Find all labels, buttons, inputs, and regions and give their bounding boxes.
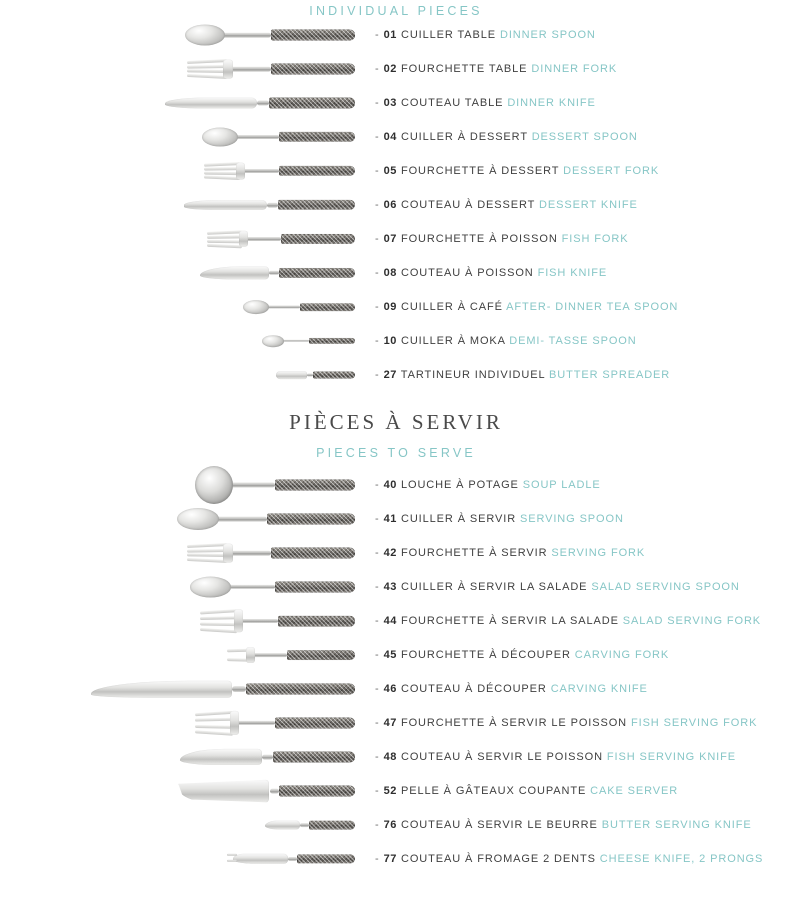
piece-number: 07 bbox=[383, 233, 398, 245]
piece-row bbox=[0, 808, 792, 842]
label-dash: - bbox=[375, 819, 380, 831]
piece-number: 45 bbox=[383, 649, 398, 661]
label-dash: - bbox=[375, 649, 380, 661]
neck bbox=[237, 619, 277, 623]
piece-number: 02 bbox=[383, 63, 398, 75]
handle-grip bbox=[279, 166, 355, 176]
handle-grip bbox=[275, 582, 355, 593]
piece-name-en: DINNER KNIFE bbox=[507, 97, 596, 109]
cutlery-illustration bbox=[0, 468, 375, 502]
cutlery-illustration bbox=[0, 86, 375, 120]
piece-name-fr: FOURCHETTE À POISSON bbox=[397, 233, 562, 245]
piece-name-en: SERVING FORK bbox=[551, 547, 646, 559]
piece-name-en: SOUP LADLE bbox=[522, 479, 601, 491]
blade bbox=[178, 780, 269, 803]
fork-tine bbox=[204, 172, 240, 175]
piece-row bbox=[0, 740, 792, 774]
label-dash: - bbox=[375, 547, 380, 559]
handle-grip bbox=[297, 854, 355, 863]
piece-number: 46 bbox=[383, 683, 398, 695]
piece-name-en: CARVING KNIFE bbox=[550, 683, 648, 695]
label-dash: - bbox=[375, 267, 380, 279]
piece-row bbox=[0, 468, 792, 502]
fork-tine bbox=[204, 175, 240, 179]
cutlery-illustration bbox=[0, 222, 375, 256]
piece-name-fr: COUTEAU TABLE bbox=[397, 97, 508, 109]
spoon-bowl bbox=[262, 335, 284, 347]
fork-tine bbox=[187, 554, 227, 557]
piece-row bbox=[0, 638, 792, 672]
section-heading-en-individual: INDIVIDUAL PIECES bbox=[309, 4, 483, 18]
neck bbox=[232, 686, 246, 692]
neck bbox=[242, 237, 281, 241]
cutlery-illustration bbox=[0, 18, 375, 52]
handle-grip bbox=[309, 338, 355, 344]
neck bbox=[219, 33, 271, 38]
handle-grip bbox=[275, 480, 355, 491]
fork-joint bbox=[246, 647, 255, 663]
fork-joint bbox=[230, 711, 240, 735]
piece-name-fr: FOURCHETTE À SERVIR LE POISSON bbox=[397, 717, 631, 729]
piece-name-fr: CUILLER TABLE bbox=[397, 29, 500, 41]
piece-name-fr: PELLE À GÂTEAUX COUPANTE bbox=[397, 785, 591, 797]
label-dash: - bbox=[375, 199, 380, 211]
handle-grip bbox=[278, 200, 355, 210]
cutlery-illustration bbox=[0, 536, 375, 570]
piece-number: 27 bbox=[383, 369, 398, 381]
cutlery-illustration bbox=[0, 154, 375, 188]
fork-tine bbox=[187, 74, 227, 79]
label-dash: - bbox=[375, 335, 380, 347]
piece-number: 09 bbox=[383, 301, 398, 313]
piece-number: 06 bbox=[383, 199, 398, 211]
handle-grip bbox=[300, 303, 355, 311]
piece-name-en: FISH KNIFE bbox=[537, 267, 608, 279]
piece-label bbox=[375, 819, 792, 831]
piece-name-fr: TARTINEUR INDIVIDUEL bbox=[397, 369, 550, 381]
piece-name-fr: COUTEAU À SERVIR LE BEURRE bbox=[397, 819, 602, 831]
neck bbox=[269, 271, 280, 275]
fork-tine bbox=[187, 65, 227, 68]
fork-tine bbox=[207, 240, 242, 243]
label-dash: - bbox=[375, 751, 380, 763]
fork-joint bbox=[236, 163, 245, 180]
piece-name-en: CHEESE KNIFE, 2 PRONGS bbox=[599, 853, 764, 865]
piece-label bbox=[375, 29, 792, 41]
neck bbox=[307, 374, 313, 377]
neck bbox=[227, 551, 271, 556]
piece-name-en: FISH FORK bbox=[561, 233, 629, 245]
piece-name-en: BUTTER SPREADER bbox=[549, 369, 671, 381]
fork-tine bbox=[200, 628, 237, 633]
fork-joint bbox=[239, 231, 248, 247]
piece-row bbox=[0, 604, 792, 638]
piece-label bbox=[375, 165, 792, 177]
cutlery-illustration bbox=[0, 842, 375, 876]
cutlery-illustration bbox=[0, 808, 375, 842]
section-heading-fr-serve: PIÈCES À SERVIR bbox=[289, 410, 503, 434]
fork-joint bbox=[223, 544, 233, 563]
fork-tine bbox=[187, 558, 227, 563]
fork-tine bbox=[204, 162, 240, 166]
piece-row bbox=[0, 18, 792, 52]
piece-label bbox=[375, 547, 792, 559]
piece-name-en: CARVING FORK bbox=[574, 649, 670, 661]
piece-label bbox=[375, 615, 792, 627]
label-dash: - bbox=[375, 233, 380, 245]
piece-row bbox=[0, 324, 792, 358]
fork-tine bbox=[195, 718, 233, 721]
piece-name-fr: CUILLER À MOKA bbox=[397, 335, 510, 347]
fork-tine bbox=[200, 622, 237, 625]
fork-tine bbox=[200, 616, 237, 619]
blade bbox=[276, 371, 307, 379]
section-pieces-to-serve bbox=[0, 410, 792, 876]
piece-label bbox=[375, 853, 792, 865]
piece-number: 77 bbox=[383, 853, 398, 865]
piece-label bbox=[375, 513, 792, 525]
piece-number: 43 bbox=[383, 581, 398, 593]
blade bbox=[180, 749, 262, 765]
neck bbox=[265, 306, 299, 309]
piece-list-individual bbox=[0, 18, 792, 392]
piece-label bbox=[375, 199, 792, 211]
piece-number: 42 bbox=[383, 547, 398, 559]
handle-grip bbox=[279, 268, 355, 278]
neck bbox=[240, 169, 280, 173]
handle-grip bbox=[246, 684, 355, 695]
piece-name-en: BUTTER SERVING KNIFE bbox=[601, 819, 752, 831]
fork-tine bbox=[204, 167, 240, 170]
piece-label bbox=[375, 131, 792, 143]
piece-name-fr: CUILLER À DESSERT bbox=[397, 131, 532, 143]
label-dash: - bbox=[375, 479, 380, 491]
label-dash: - bbox=[375, 165, 380, 177]
piece-number: 48 bbox=[383, 751, 398, 763]
label-dash: - bbox=[375, 785, 380, 797]
label-dash: - bbox=[375, 853, 380, 865]
piece-name-fr: COUTEAU À SERVIR LE POISSON bbox=[397, 751, 607, 763]
piece-label bbox=[375, 717, 792, 729]
piece-row bbox=[0, 52, 792, 86]
handle-grip bbox=[269, 98, 355, 109]
piece-name-fr: CUILLER À SERVIR bbox=[397, 513, 520, 525]
spoon-bowl bbox=[202, 128, 238, 147]
piece-row bbox=[0, 842, 792, 876]
handle-grip bbox=[313, 372, 355, 379]
piece-number: 47 bbox=[383, 717, 398, 729]
ladle-bowl bbox=[195, 466, 233, 504]
handle-grip bbox=[309, 821, 356, 830]
piece-number: 40 bbox=[383, 479, 398, 491]
piece-name-en: DESSERT FORK bbox=[563, 165, 660, 177]
piece-name-fr: FOURCHETTE À SERVIR bbox=[397, 547, 552, 559]
label-dash: - bbox=[375, 131, 380, 143]
piece-number: 76 bbox=[383, 819, 398, 831]
handle-grip bbox=[278, 616, 355, 627]
neck bbox=[229, 483, 275, 488]
neck bbox=[262, 755, 273, 760]
handle-grip bbox=[267, 514, 355, 525]
neck bbox=[270, 789, 280, 794]
handle-grip bbox=[271, 30, 355, 41]
piece-row bbox=[0, 188, 792, 222]
piece-row bbox=[0, 290, 792, 324]
cutlery-illustration bbox=[0, 358, 375, 392]
piece-label bbox=[375, 63, 792, 75]
cutlery-illustration bbox=[0, 706, 375, 740]
piece-name-en: DESSERT SPOON bbox=[531, 131, 638, 143]
piece-name-fr: FOURCHETTE À SERVIR LA SALADE bbox=[397, 615, 623, 627]
piece-label bbox=[375, 649, 792, 661]
fork-tine bbox=[200, 609, 237, 614]
piece-number: 52 bbox=[383, 785, 398, 797]
label-dash: - bbox=[375, 615, 380, 627]
cutlery-illustration bbox=[0, 774, 375, 808]
neck bbox=[227, 67, 271, 72]
piece-row bbox=[0, 86, 792, 120]
piece-name-en: SALAD SERVING FORK bbox=[622, 615, 762, 627]
piece-name-fr: COUTEAU À DÉCOUPER bbox=[397, 683, 551, 695]
piece-row bbox=[0, 570, 792, 604]
piece-label bbox=[375, 581, 792, 593]
fork-tine bbox=[195, 724, 233, 727]
spoon-bowl bbox=[177, 508, 219, 530]
piece-label bbox=[375, 683, 792, 695]
handle-grip bbox=[279, 786, 355, 797]
fork-joint bbox=[223, 60, 233, 79]
section-heading-en-serve: PIECES TO SERVE bbox=[316, 446, 476, 460]
cutlery-illustration bbox=[0, 188, 375, 222]
piece-number: 44 bbox=[383, 615, 398, 627]
piece-name-en: CAKE SERVER bbox=[590, 785, 679, 797]
piece-name-en: SERVING SPOON bbox=[520, 513, 624, 525]
piece-label bbox=[375, 335, 792, 347]
neck bbox=[267, 203, 278, 208]
piece-label bbox=[375, 233, 792, 245]
piece-label bbox=[375, 267, 792, 279]
label-dash: - bbox=[375, 29, 380, 41]
piece-name-fr: CUILLER À SERVIR LA SALADE bbox=[397, 581, 592, 593]
fork-tine bbox=[187, 70, 227, 73]
blade bbox=[165, 98, 257, 109]
blade bbox=[184, 200, 267, 210]
piece-label bbox=[375, 785, 792, 797]
piece-row bbox=[0, 774, 792, 808]
piece-row bbox=[0, 222, 792, 256]
fork-tine bbox=[207, 235, 242, 238]
fork-joint bbox=[234, 609, 243, 632]
neck bbox=[300, 823, 309, 827]
piece-name-fr: LOUCHE À POTAGE bbox=[397, 479, 523, 491]
piece-name-en: DINNER FORK bbox=[531, 63, 618, 75]
neck bbox=[233, 721, 275, 725]
piece-number: 01 bbox=[383, 29, 398, 41]
handle-grip bbox=[275, 718, 355, 729]
label-dash: - bbox=[375, 301, 380, 313]
piece-number: 04 bbox=[383, 131, 398, 143]
piece-name-en: DEMI- TASSE SPOON bbox=[509, 335, 637, 347]
fork-tine bbox=[195, 730, 233, 735]
piece-row bbox=[0, 706, 792, 740]
cutlery-illustration bbox=[0, 570, 375, 604]
neck bbox=[250, 653, 287, 657]
piece-name-fr: FOURCHETTE TABLE bbox=[397, 63, 532, 75]
label-dash: - bbox=[375, 97, 380, 109]
piece-row bbox=[0, 358, 792, 392]
piece-name-fr: CUILLER À CAFÉ bbox=[397, 301, 507, 313]
cutlery-illustration bbox=[0, 290, 375, 324]
cutlery-illustration bbox=[0, 672, 375, 706]
piece-name-en: DINNER SPOON bbox=[499, 29, 596, 41]
label-dash: - bbox=[375, 369, 380, 381]
neck bbox=[212, 517, 267, 522]
cutlery-illustration bbox=[0, 256, 375, 290]
fork-tine bbox=[195, 711, 233, 716]
blade bbox=[200, 266, 269, 279]
cutlery-illustration bbox=[0, 120, 375, 154]
label-dash: - bbox=[375, 513, 380, 525]
fork-tine bbox=[187, 549, 227, 552]
fork-tine bbox=[207, 243, 242, 247]
fork-tine bbox=[207, 230, 242, 234]
piece-number: 03 bbox=[383, 97, 398, 109]
blade bbox=[233, 854, 287, 864]
piece-name-fr: FOURCHETTE À DESSERT bbox=[397, 165, 564, 177]
piece-name-en: AFTER- DINNER TEA SPOON bbox=[506, 301, 679, 313]
piece-number: 41 bbox=[383, 513, 398, 525]
neck bbox=[257, 101, 269, 106]
piece-name-en: FISH SERVING KNIFE bbox=[606, 751, 736, 763]
piece-label bbox=[375, 479, 792, 491]
section-individual-pieces bbox=[0, 0, 792, 392]
label-dash: - bbox=[375, 683, 380, 695]
cutlery-illustration bbox=[0, 324, 375, 358]
blade bbox=[265, 821, 300, 830]
piece-row bbox=[0, 256, 792, 290]
handle-grip bbox=[279, 132, 355, 142]
cutlery-illustration bbox=[0, 638, 375, 672]
piece-name-en: DESSERT KNIFE bbox=[539, 199, 638, 211]
cutlery-illustration bbox=[0, 740, 375, 774]
piece-name-fr: FOURCHETTE À DÉCOUPER bbox=[397, 649, 575, 661]
piece-label bbox=[375, 97, 792, 109]
handle-grip bbox=[271, 548, 355, 559]
label-dash: - bbox=[375, 581, 380, 593]
cutlery-illustration bbox=[0, 604, 375, 638]
piece-row bbox=[0, 536, 792, 570]
piece-label bbox=[375, 751, 792, 763]
piece-row bbox=[0, 672, 792, 706]
cutlery-illustration bbox=[0, 52, 375, 86]
label-dash: - bbox=[375, 63, 380, 75]
piece-name-fr: COUTEAU À POISSON bbox=[397, 267, 538, 279]
neck bbox=[226, 585, 275, 589]
fork-tine bbox=[187, 543, 227, 548]
piece-number: 08 bbox=[383, 267, 398, 279]
neck bbox=[288, 857, 298, 861]
neck bbox=[233, 135, 280, 139]
handle-grip bbox=[273, 752, 355, 763]
piece-row bbox=[0, 502, 792, 536]
piece-name-fr: COUTEAU À FROMAGE 2 DENTS bbox=[397, 853, 600, 865]
piece-name-en: SALAD SERVING SPOON bbox=[591, 581, 740, 593]
label-dash: - bbox=[375, 717, 380, 729]
piece-name-fr: COUTEAU À DESSERT bbox=[397, 199, 540, 211]
piece-number: 05 bbox=[383, 165, 398, 177]
piece-row bbox=[0, 120, 792, 154]
handle-grip bbox=[287, 650, 355, 660]
spoon-bowl bbox=[190, 577, 232, 598]
cutlery-illustration bbox=[0, 502, 375, 536]
handle-grip bbox=[281, 234, 355, 244]
spoon-bowl bbox=[185, 25, 225, 46]
neck bbox=[280, 340, 309, 342]
piece-label bbox=[375, 369, 792, 381]
spoon-bowl bbox=[243, 300, 269, 314]
piece-row bbox=[0, 154, 792, 188]
piece-name-en: FISH SERVING FORK bbox=[631, 717, 758, 729]
blade bbox=[91, 681, 233, 698]
piece-label bbox=[375, 301, 792, 313]
fork-tine bbox=[187, 59, 227, 64]
handle-grip bbox=[271, 64, 355, 75]
piece-number: 10 bbox=[383, 335, 398, 347]
piece-list-serve bbox=[0, 468, 792, 876]
